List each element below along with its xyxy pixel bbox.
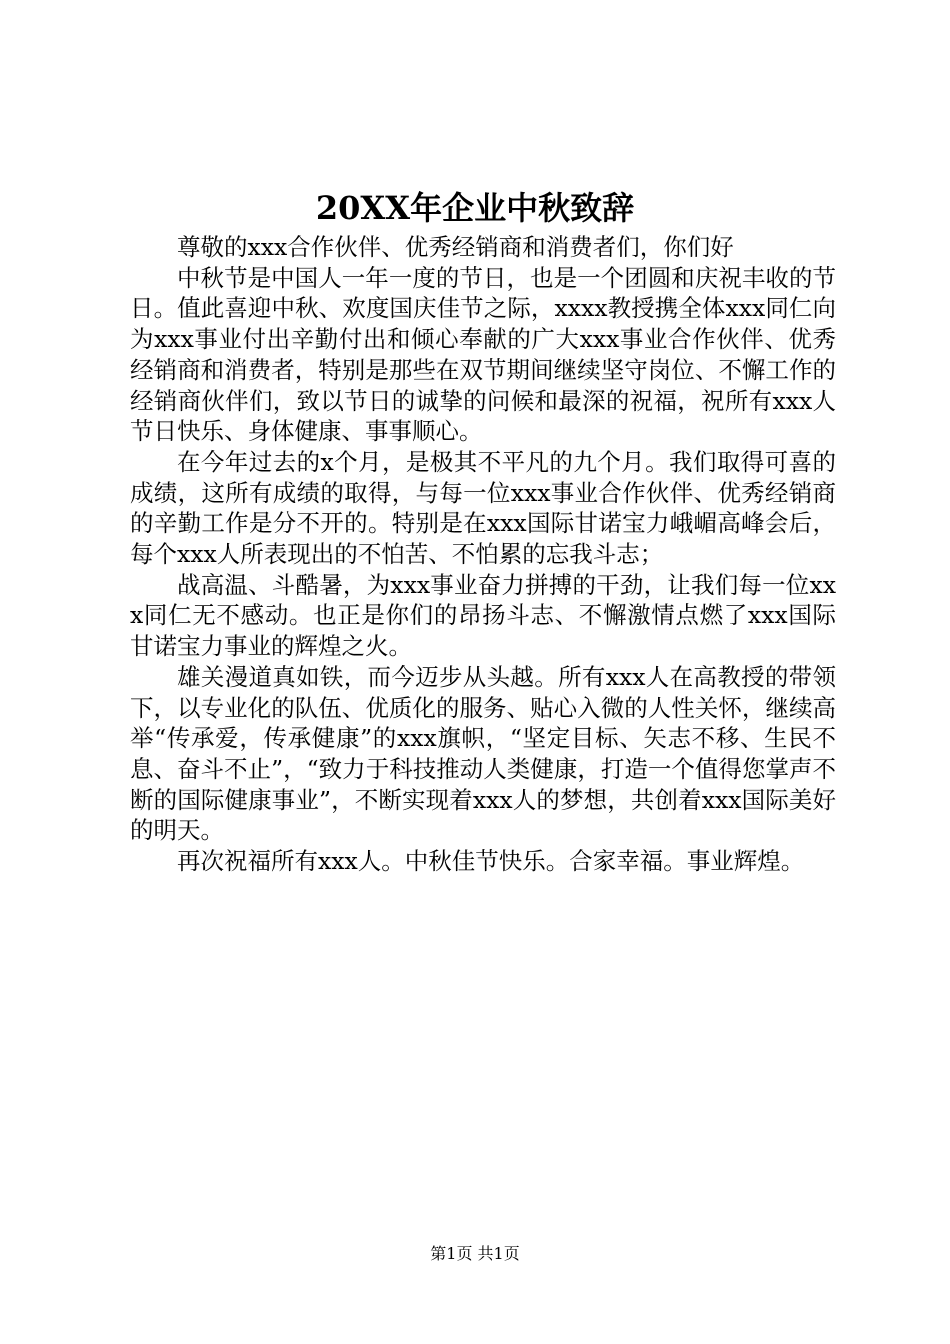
document-body — [130, 232, 836, 877]
page-footer: 第1页 共1页 — [430, 1244, 520, 1263]
paragraph-effort: 战高温、斗酷暑，为xxx事业奋力拼搏的干劲，让我们每一位xxx同仁无不感动。也正是你们的昂扬斗志、不懈激情点燃了xxx国际甘诺宝力事业的辉煌之火。 — [130, 570, 836, 661]
paragraph-achievements: 在今年过去的x个月，是极其不平凡的九个月。我们取得可喜的成绩，这所有成绩的取得，与每一位xxx事业合作伙伴、优秀经销商的辛勤工作是分不开的。特别是在xxx国际甘诺宝力峨嵋高峰会后，每个xxx人所表现出的不怕苦、不怕累的忘我斗志； — [130, 447, 836, 569]
paragraph-closing: 再次祝福所有xxx人。中秋佳节快乐。合家幸福。事业辉煌。 — [177, 847, 805, 876]
paragraph-festival: 中秋节是中国人一年一度的节日，也是一个团圆和庆祝丰收的节日。值此喜迎中秋、欢度国庆佳节之际，xxxx教授携全体xxx同仁向为xxx事业付出辛勤付出和倾心奉献的广大xxx事业合作伙伴、优秀经销商和消费者，特别是那些在双节期间继续坚守岗位、不懈工作的经销商伙伴们，致以节日的诚挚的问候和最深的祝福，祝所有xxx人节日快乐、身体健康、事事顺心。 — [130, 263, 836, 446]
document-title: 20XX年企业中秋致辞 — [315, 189, 635, 227]
paragraph-future: 雄关漫道真如铁，而今迈步从头越。所有xxx人在高教授的带领下，以专业化的队伍、优质化的服务、贴心入微的人性关怀，继续高举“传承爱，传承健康”的xxx旗帜，“坚定目标、矢志不移、生民不息、奋斗不止”，“致力于科技推动人类健康，打造一个值得您掌声不断的国际健康事业”，不断实现着xxx人的梦想，共创着xxx国际美好的明天。 — [130, 662, 836, 845]
paragraph-greeting: 尊敬的xxx合作伙伴、优秀经销商和消费者们，你们好 — [177, 233, 734, 261]
